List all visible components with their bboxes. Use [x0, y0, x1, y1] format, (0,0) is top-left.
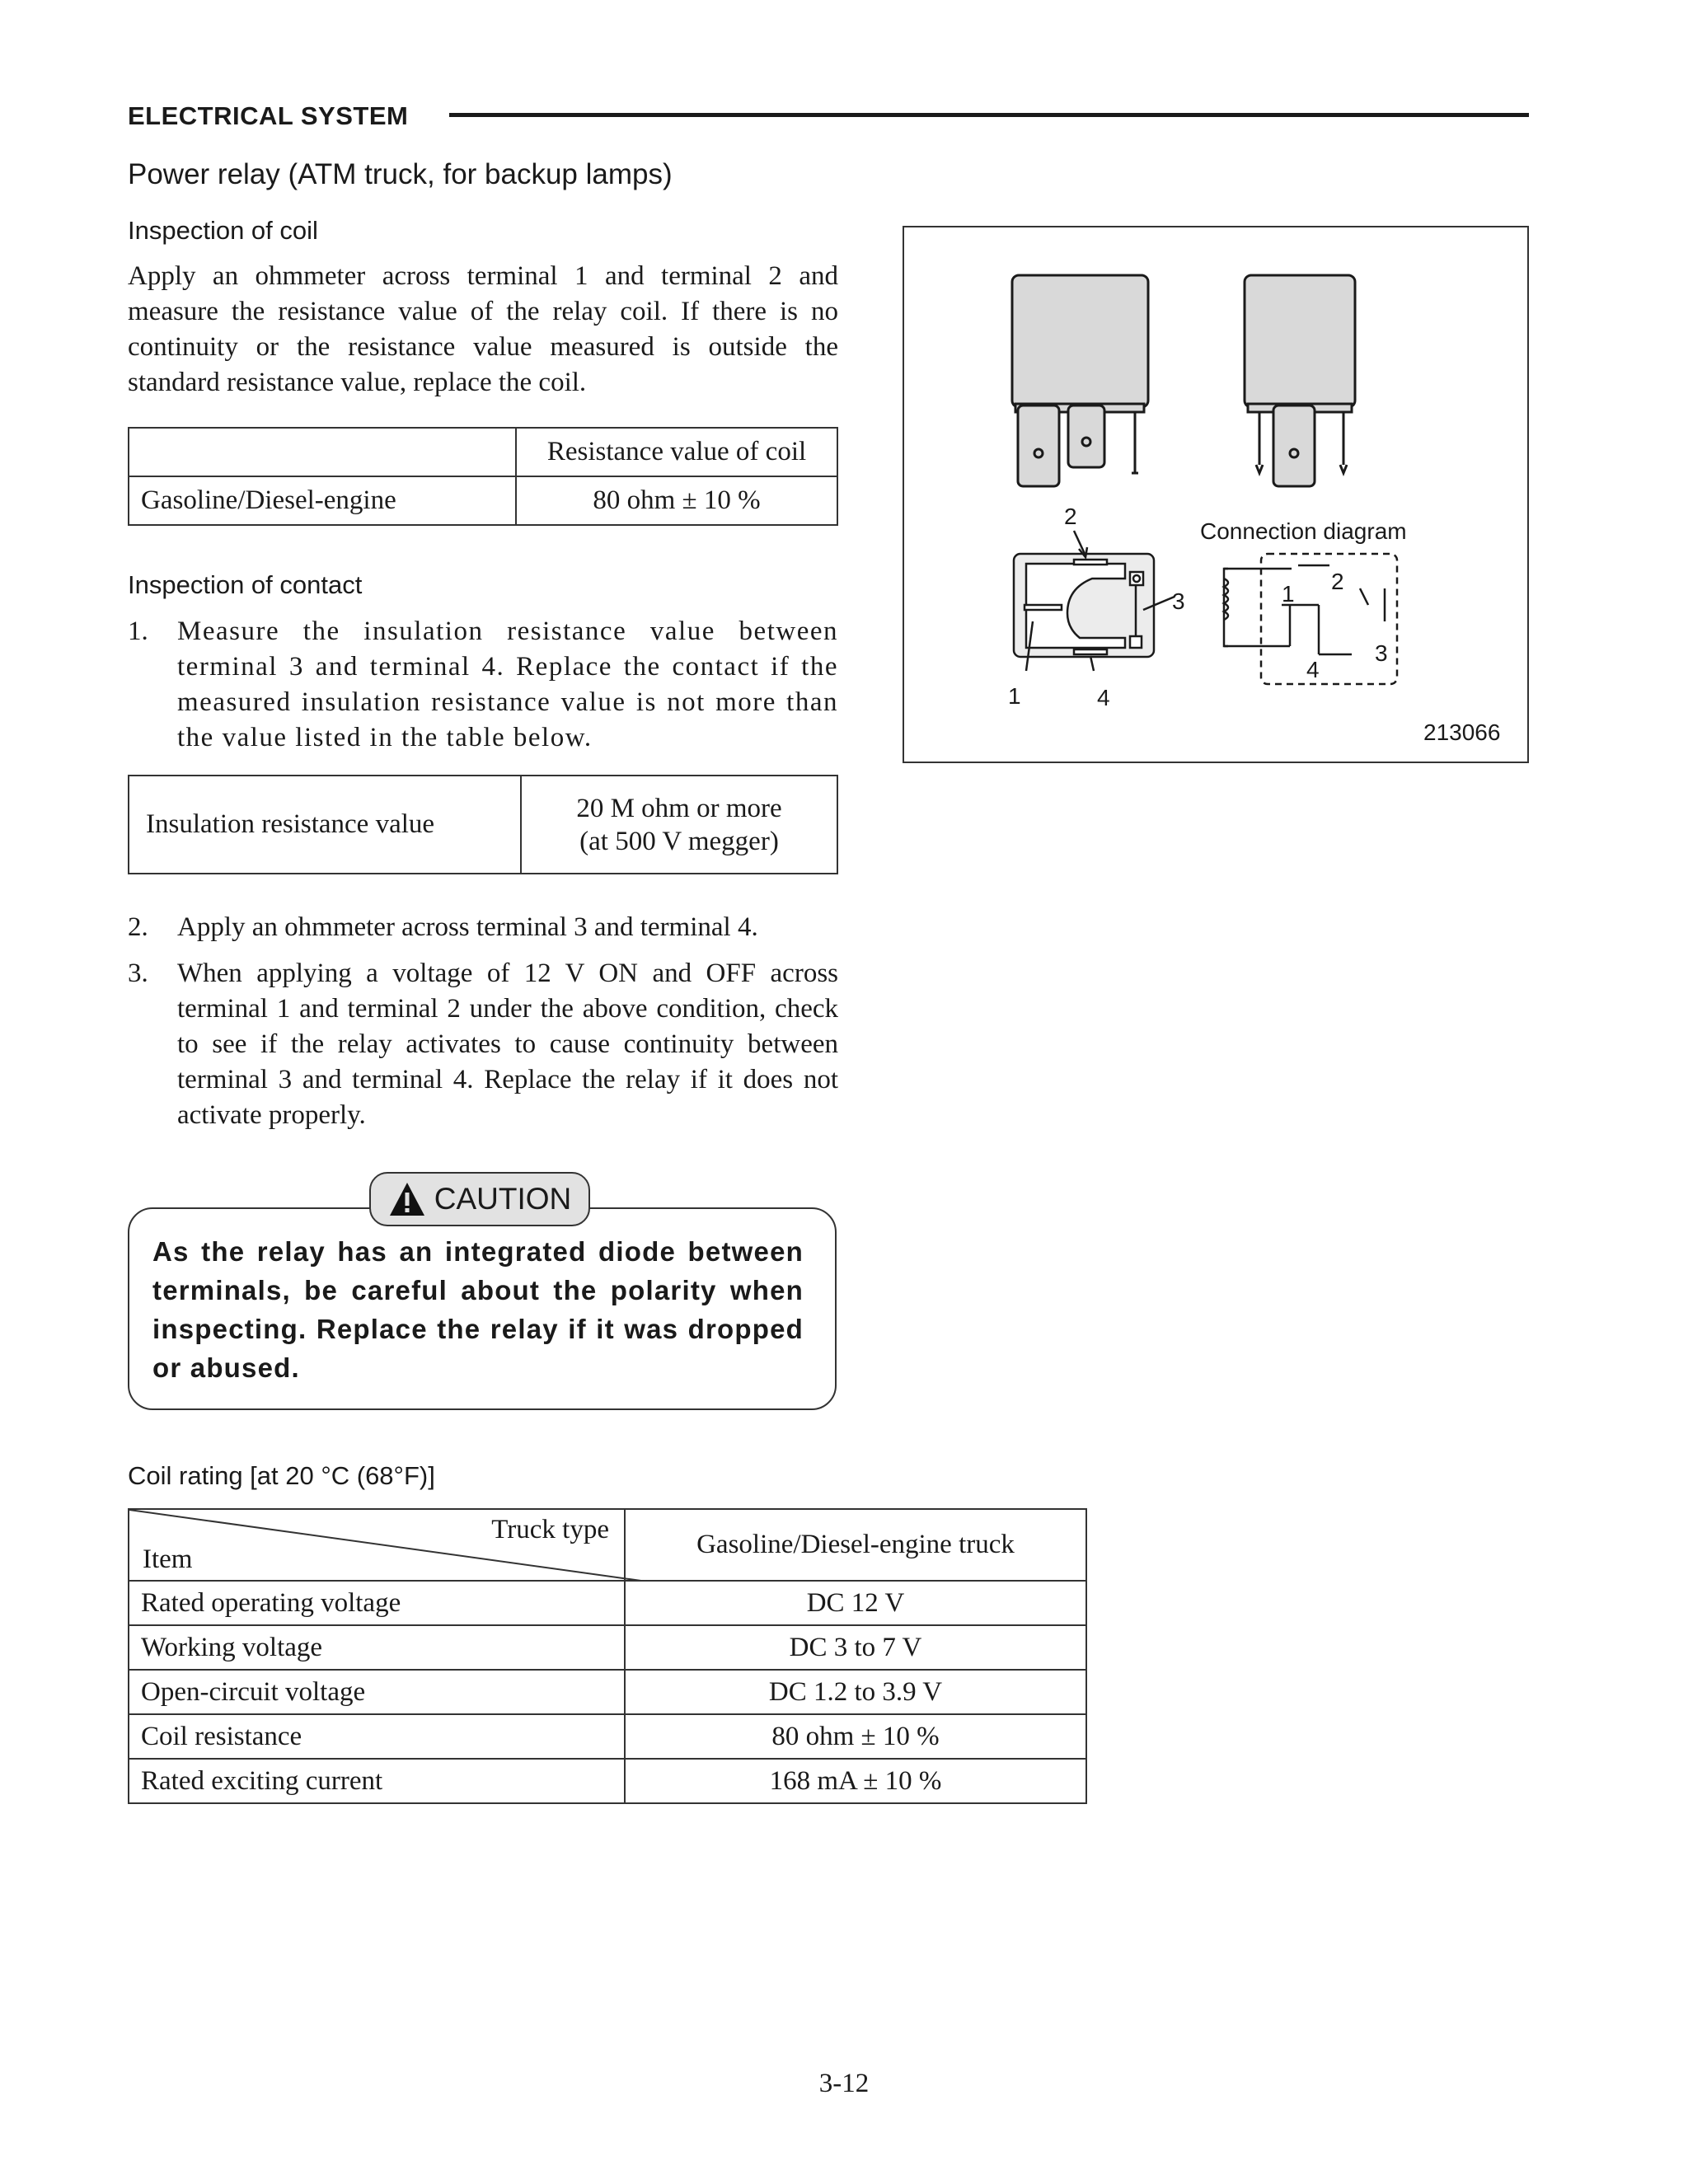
row-item: Rated operating voltage: [129, 1581, 625, 1625]
step-text: When applying a voltage of 12 V ON and OFF across terminal 1 and terminal 2 under the above condition, check to see if the relay activates to cause continuity between terminal 3 and terminal 4. Replace the relay if it does not activate properly.: [177, 958, 838, 1130]
terminal-2-label: 2: [1064, 504, 1077, 529]
row-item: Open-circuit voltage: [129, 1670, 625, 1714]
insulation-table: [128, 775, 838, 874]
row-value: DC 1.2 to 3.9 V: [625, 1670, 1086, 1714]
row-item: Working voltage: [129, 1625, 625, 1670]
row-value: 80 ohm ± 10 %: [625, 1714, 1086, 1759]
table-row: [129, 1714, 1086, 1759]
insulation-label: Insulation resistance value: [129, 776, 521, 874]
list-item: [128, 614, 838, 756]
step-number: 3.: [128, 958, 148, 988]
row-item: Rated exciting current: [129, 1759, 625, 1803]
warning-icon: [388, 1181, 426, 1217]
relay-figure: [903, 226, 1529, 763]
step-number: 1.: [128, 616, 148, 646]
table-row: [129, 1759, 1086, 1803]
list-item: [128, 956, 838, 1133]
row-value: 168 mA ± 10 %: [625, 1759, 1086, 1803]
column-header: Gasoline/Diesel-engine truck: [625, 1509, 1086, 1581]
figure-number: 213066: [1423, 719, 1501, 745]
caution-tab: [369, 1172, 590, 1226]
contact-step-list-1: [128, 614, 838, 756]
section-title: Power relay (ATM truck, for backup lamps): [128, 158, 673, 190]
table-corner: [129, 428, 516, 476]
corner-bottom-label: Item: [143, 1544, 193, 1574]
relay-side-view: [1245, 275, 1355, 486]
coil-resistance-table: [128, 427, 838, 526]
insulation-value-line2: (at 500 V megger): [579, 826, 779, 856]
terminal-1-label: 1: [1008, 683, 1021, 709]
contact-heading: Inspection of contact: [128, 570, 363, 599]
insulation-value-line1: 20 M ohm or more: [576, 793, 782, 823]
terminal-4-label: 4: [1097, 685, 1110, 710]
step-text: Measure the insulation resistance value between terminal 3 and terminal 4. Replace the contact if the measured insulation resistance value is not more than the value listed in the table below.: [177, 616, 838, 752]
header-rule: [449, 113, 1529, 117]
row-value: DC 12 V: [625, 1581, 1086, 1625]
terminal-layout: [1014, 531, 1175, 671]
insulation-value: [521, 776, 837, 874]
table-row-value: 80 ohm ± 10 %: [516, 476, 837, 525]
terminal-3-label: 3: [1172, 588, 1185, 614]
caution-text: As the relay has an integrated diode between terminals, be careful about the polarity when inspecting. Replace the relay if it was dropped or abused.: [152, 1236, 804, 1383]
step-text: Apply an ohmmeter across terminal 3 and terminal 4.: [177, 912, 758, 942]
table-header: Resistance value of coil: [516, 428, 837, 476]
corner-top-label: Truck type: [491, 1515, 609, 1544]
diagram-terminal-3-label: 3: [1375, 640, 1388, 666]
table-row: [129, 1581, 1086, 1625]
page-number: 3-12: [818, 2069, 870, 2098]
list-item: [128, 910, 838, 945]
contact-step-list-2: [128, 910, 838, 1133]
coil-paragraph: Apply an ohmmeter across terminal 1 and terminal 2 and measure the resistance value of the relay coil. If there is no continuity or the resistance value measured is outside the standard resistance value, replace the coil.: [128, 261, 838, 397]
table-corner-cell: [129, 1509, 625, 1581]
coil-rating-heading: Coil rating [at 20 °C (68°F)]: [128, 1461, 435, 1490]
coil-rating-table: [128, 1508, 1087, 1804]
table-row-label: Gasoline/Diesel-engine: [129, 476, 516, 525]
diagram-terminal-2-label: 2: [1331, 569, 1344, 594]
running-header: ELECTRICAL SYSTEM: [128, 101, 409, 130]
relay-front-view: [1012, 275, 1148, 486]
diagram-terminal-1-label: 1: [1282, 581, 1295, 607]
row-item: Coil resistance: [129, 1714, 625, 1759]
connection-diagram-label: Connection diagram: [1200, 518, 1407, 544]
table-row: [129, 1670, 1086, 1714]
table-row: [129, 1625, 1086, 1670]
step-number: 2.: [128, 912, 148, 942]
diagram-terminal-4-label: 4: [1306, 657, 1320, 682]
coil-heading: Inspection of coil: [128, 216, 318, 245]
caution-label: CAUTION: [434, 1182, 572, 1216]
row-value: DC 3 to 7 V: [625, 1625, 1086, 1670]
